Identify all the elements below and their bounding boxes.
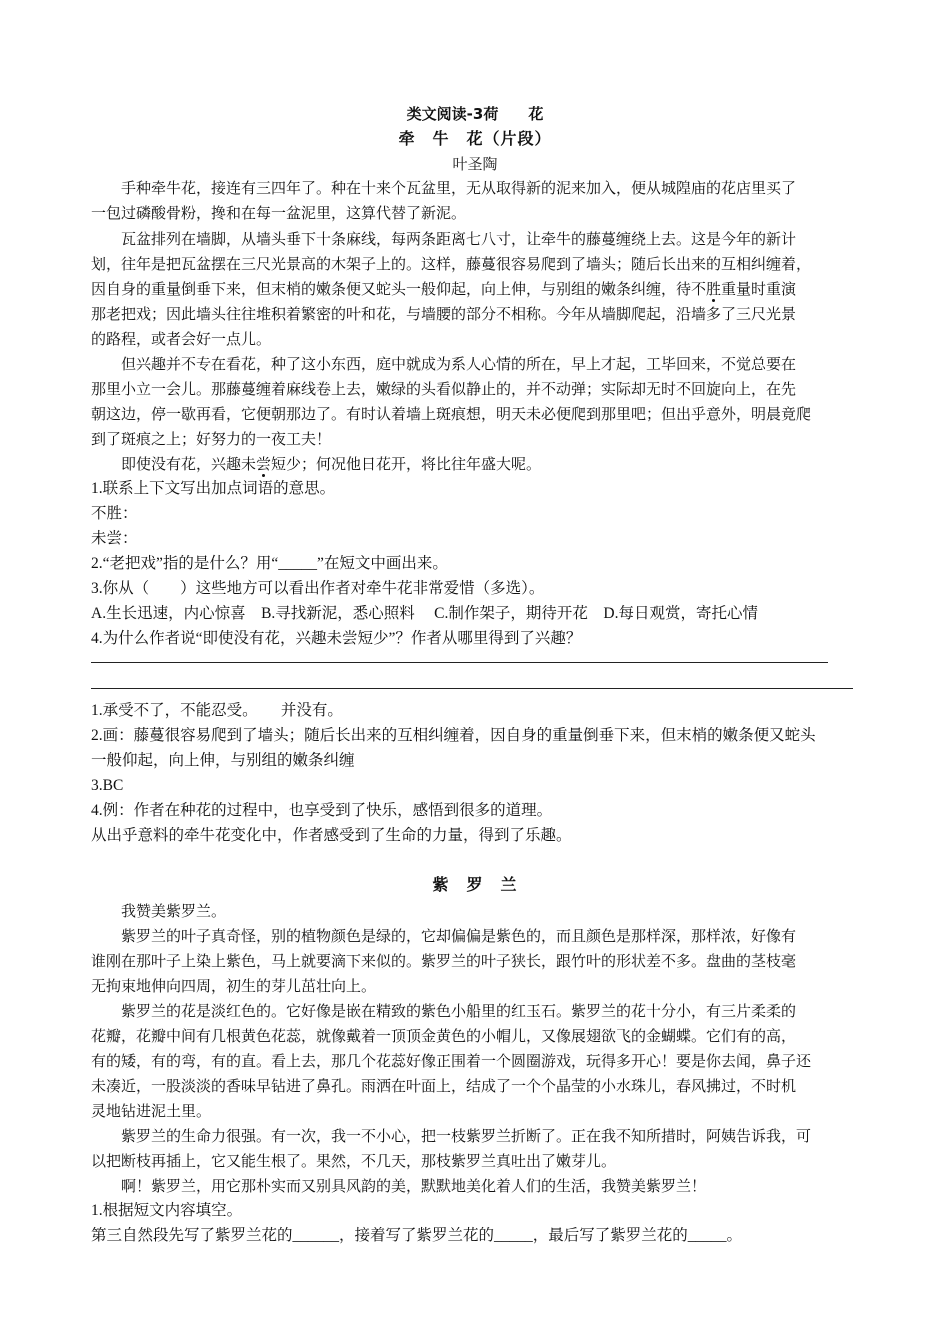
passage-line: 花瓣，花瓣中间有几根黄色花蕊，就像戴着一顶顶金黄色的小帽儿，又像展翅欲飞的金蝴蝶。它们有的高， [91,1027,797,1045]
passage-line: 手种牵牛花，接连有三四年了。种在十来个瓦盆里，无从取得新的泥来加入，便从城隍庙的花店里买了 [121,179,797,197]
question-line: 不胜： [91,505,138,522]
passage-line: 以把断枝再插上，它又能生根了。果然，不几天，那枝紫罗兰真吐出了嫩芽儿。 [91,1152,617,1170]
passage-author: 叶圣陶 [452,155,498,173]
dotted-word: 尝 [256,455,272,473]
passage-line: 那里小立一会儿。那藤蔓缠着麻线卷上去，嫩绿的头看似静止的，并不动弹；实际却无时不回旋向上，在先 [91,380,797,398]
reading-heading: 类文阅读-3荷 花 [406,105,544,123]
question-line: 第三自然段先写了紫罗兰花的______，接着写了紫罗兰花的_____，最后写了紫罗兰花的_____。 [91,1227,743,1244]
answer-text: 从出乎意料的牵牛花变化中，作者感受到了生命的力量，得到了乐趣。 [91,827,572,844]
passage-line: 我赞美紫罗兰。 [121,902,227,920]
passage-title: 牵 牛 花（片段） [398,129,552,148]
passage-line: 那老把戏；因此墙头往往堆积着繁密的叶和花，与墙腰的部分不相称。今年从墙脚爬起，沿墙多了三尺光景 [91,305,797,323]
question-line: 3.你从（ ）这些地方可以看出作者对牵牛花非常爱惜（多选）。 [91,580,545,597]
passage-line [91,277,871,301]
question-line: A.生长迅速，内心惊喜 B.寻找新泥，悉心照料 C.制作架子，期待开花 D.每日观赏，寄托心情 [91,605,758,622]
answer-line [91,688,853,689]
answer-text: 2.画：藤蔓很容易爬到了墙头；随后长出来的互相纠缠着，因自身的重量倒垂下来，但末梢的嫩条便又蛇头 [91,727,816,744]
passage-line: 灵地钻进泥土里。 [91,1102,212,1120]
passage-line: 无拘束地伸向四周，初生的芽儿茁壮向上。 [91,977,377,995]
passage-text: 短少；何况他日花开，将比往年盛大呢。 [271,455,542,473]
passage-line: 的路程，或者会好一点儿。 [91,330,272,348]
question-line: 1.联系上下文写出加点词语的意思。 [91,480,336,497]
answer-text: 一般仰起，向上伸，与别组的嫩条纠缠 [91,752,355,769]
passage-text: 因自身的重量倒垂下来，但末梢的嫩条便又蛇头一般仰起，向上伸，与别组的嫩条纠缠，待不 [91,280,707,298]
answer-text: 1.承受不了，不能忍受。 并没有。 [91,702,343,719]
answer-line [91,662,828,663]
question-line: 2.“老把戏”指的是什么？用“_____”在短文中画出来。 [91,555,448,572]
passage-line: 有的矮，有的弯，有的直。看上去，那几个花蕊好像正围着一个圆圈游戏，玩得多开心！要是你去闻，鼻子还 [91,1052,812,1070]
question-line: 未尝： [91,530,138,547]
answer-text: 3.BC [91,777,124,794]
passage-line: 到了斑痕之上；好努力的一夜工夫！ [91,430,332,448]
passage-line: 啊！紫罗兰，用它那朴实而又别具风韵的美，默默地美化着人们的生活，我赞美紫罗兰！ [121,1177,707,1195]
passage-line: 但兴趣并不专在看花，种了这小东西，庭中就成为系人心情的所在，早上才起，工毕回来，不觉总要在 [121,355,797,373]
passage-line: 瓦盆排列在墙脚，从墙头垂下十条麻线，每两条距离七八寸，让牵牛的藤蔓缠绕上去。这是今年的新计 [121,230,797,248]
passage-line: 朝这边，停一歇再看，它便朝那边了。有时认着墙上斑痕想，明天未必便爬到那里吧；但出乎意外，明晨竟爬 [91,405,812,423]
passage-text: 重量时重演 [721,280,797,298]
passage-text: 即使没有花，兴趣未 [121,455,257,473]
passage-line: 紫罗兰的生命力很强。有一次，我一不小心，把一枝紫罗兰折断了。正在我不知所措时，阿姨告诉我，可 [121,1127,812,1145]
answer-text: 4.例：作者在种花的过程中，也享受到了快乐，感悟到很多的道理。 [91,802,553,819]
question-line: 1.根据短文内容填空。 [91,1202,243,1219]
passage-line [121,452,901,476]
dotted-word: 胜 [706,280,722,298]
question-line: 4.为什么作者说“即使没有花，兴趣未尝短少”？作者从哪里得到了兴趣？ [91,630,582,647]
passage-line: 谁刚在那叶子上染上紫色，马上就要滴下来似的。紫罗兰的叶子狭长，跟竹叶的形状差不多。盘曲的茎枝毫 [91,952,797,970]
passage2-title: 紫 罗 兰 [432,875,518,894]
passage-line: 未凑近，一股淡淡的香味早钻进了鼻孔。雨洒在叶面上，结成了一个个晶莹的小水珠儿，春风拂过，不时机 [91,1077,797,1095]
passage-line: 紫罗兰的花是淡红色的。它好像是嵌在精致的紫色小船里的红玉石。紫罗兰的花十分小，有三片柔柔的 [121,1002,797,1020]
passage-line: 划，往年是把瓦盆摆在三尺光景高的木架子上的。这样，藤蔓很容易爬到了墙头；随后长出来的互相纠缠着， [91,255,812,273]
passage-line: 紫罗兰的叶子真奇怪，别的植物颜色是绿的，它却偏偏是紫色的，而且颜色是那样深，那样浓，好像有 [121,927,797,945]
passage-line: 一包过磷酸骨粉，搀和在每一盆泥里，这算代替了新泥。 [91,204,467,222]
